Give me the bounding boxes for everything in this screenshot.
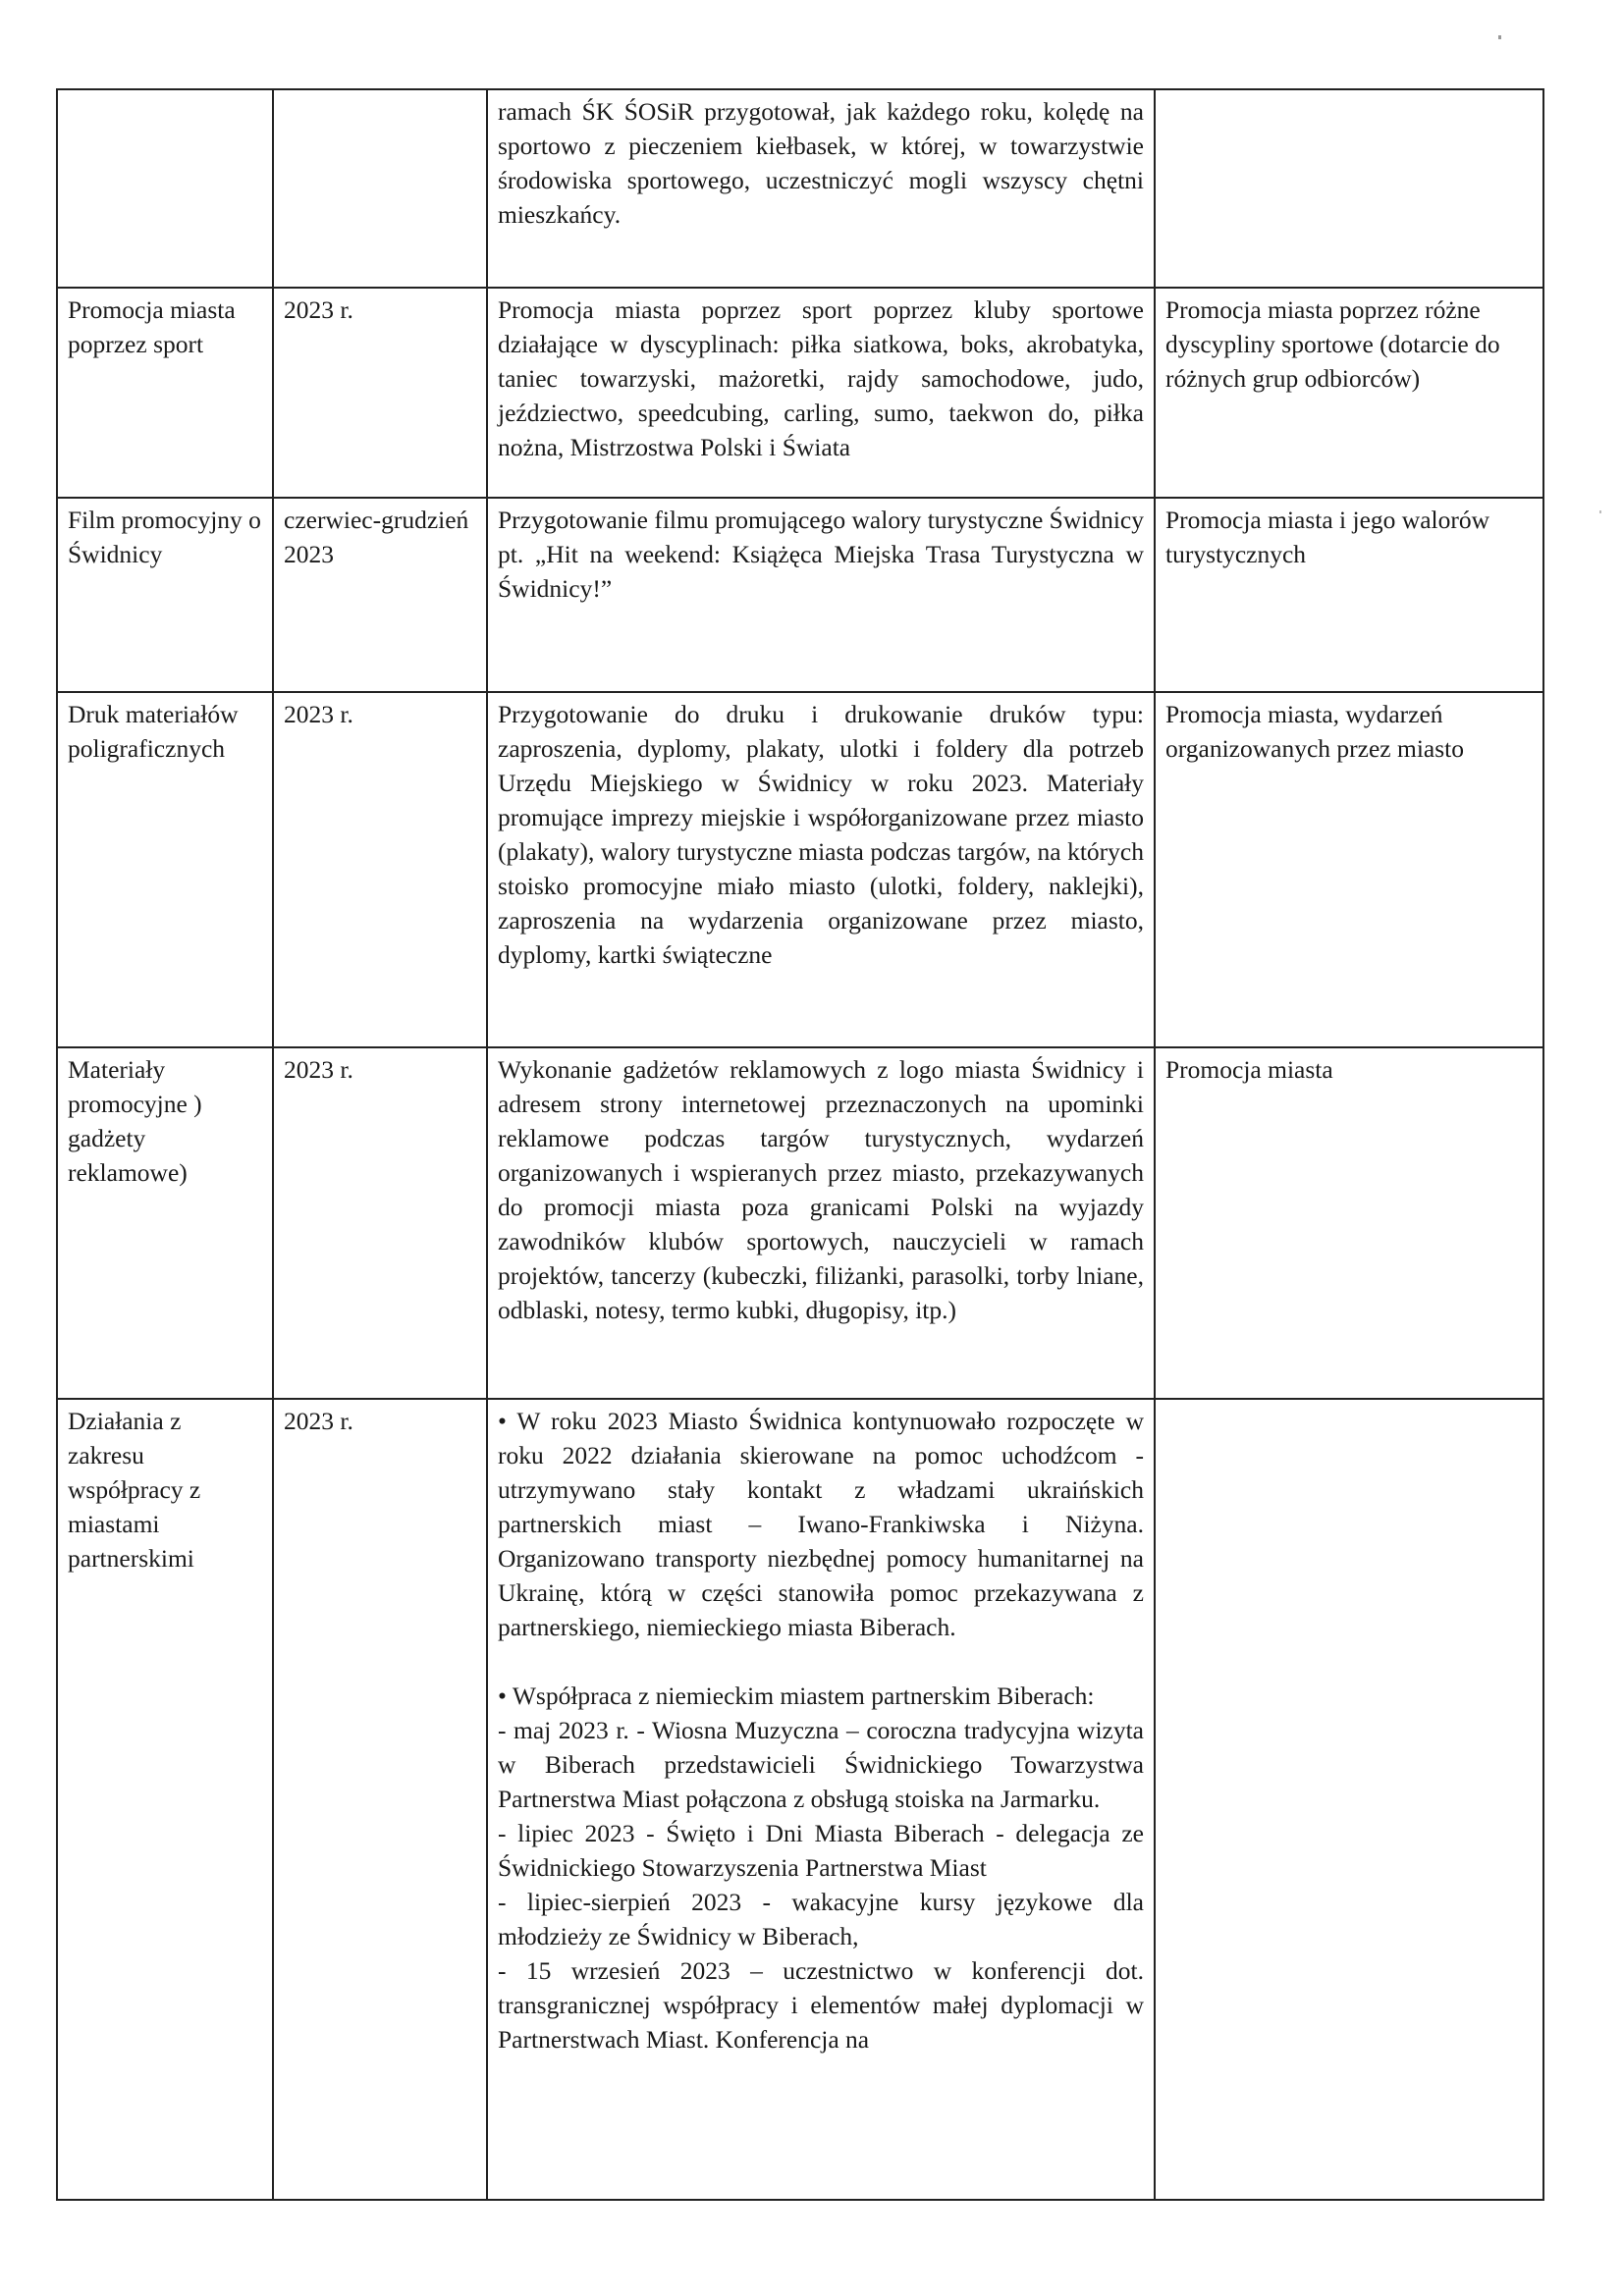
paragraph: - lipiec 2023 - Święto i Dni Miasta Biberach - delegacja ze Świdnickiego Stowarzyszenia Partnerstwa Miast bbox=[498, 1819, 1144, 1882]
date-cell: 2023 r. bbox=[273, 288, 487, 498]
goal-cell: Promocja miasta bbox=[1155, 1047, 1543, 1399]
description-cell: Przygotowanie do druku i drukowanie druków typu: zaproszenia, dyplomy, plakaty, ulotki i foldery dla potrzeb Urzędu Miejskiego w Świdnicy w roku 2023. Materiały promujące imprezy miejskie i współorganizowane przez miasto (plakaty), walory turystyczne miasta podczas targów, na których stoisko promocyjne miało miasto (ulotki, foldery, naklejki), zaproszenia na wydarzenia organizowane przez miasto, dyplomy, kartki świąteczne bbox=[487, 692, 1155, 1047]
topic-cell: Druk materiałów poligraficznych bbox=[57, 692, 273, 1047]
topic-cell bbox=[57, 89, 273, 288]
table-row bbox=[57, 692, 1543, 1047]
paragraph: - 15 wrzesień 2023 – uczestnictwo w konferencji dot. transgranicznej współpracy i elementów małej dyplomacji w Partnerstwach Miast. Konferencja na bbox=[498, 1956, 1144, 2054]
paragraph: - lipiec-sierpień 2023 - wakacyjne kursy językowe dla młodzieży ze Świdnicy w Biberach, bbox=[498, 1888, 1144, 1950]
goal-cell: Promocja miasta i jego walorów turystycznych bbox=[1155, 498, 1543, 692]
description-cell: ramach ŚK ŚOSiR przygotował, jak każdego roku, kolędę na sportowo z pieczeniem kiełbasek, w której, w towarzystwie środowiska sportowego, uczestniczyć mogli wszyscy chętni mieszkańcy. bbox=[487, 89, 1155, 288]
date-cell: czerwiec-grudzień 2023 bbox=[273, 498, 487, 692]
paragraph: - maj 2023 r. - Wiosna Muzyczna – coroczna tradycyjna wizyta w Biberach przedstawicieli Świdnickiego Towarzystwa Partnerstwa Miast połączona z obsługą stoiska na Jarmarku. bbox=[498, 1716, 1144, 1813]
description-cell: Promocja miasta poprzez sport poprzez kluby sportowe działające w dyscyplinach: piłka siatkowa, boks, akrobatyka, taniec towarzyski, mażoretki, rajdy samochodowe, judo, jeździectwo, speedcubing, carling, sumo, taekwon do, piłka nożna, Mistrzostwa Polski i Świata bbox=[487, 288, 1155, 498]
paragraph-gap bbox=[498, 1644, 1144, 1679]
goal-cell: Promocja miasta, wydarzeń organizowanych przez miasto bbox=[1155, 692, 1543, 1047]
date-cell: 2023 r. bbox=[273, 692, 487, 1047]
table-row bbox=[57, 89, 1543, 288]
date-cell: 2023 r. bbox=[273, 1047, 487, 1399]
description-cell: Przygotowanie filmu promującego walory turystyczne Świdnicy pt. „Hit na weekend: Książęca Miejska Trasa Turystyczna w Świdnicy!” bbox=[487, 498, 1155, 692]
topic-cell: Działania z zakresu współpracy z miastami partnerskimi bbox=[57, 1399, 273, 2200]
promotion-activities-table bbox=[56, 88, 1544, 2201]
table-row bbox=[57, 1047, 1543, 1399]
scan-speck bbox=[1599, 510, 1601, 513]
description-cell bbox=[487, 1399, 1155, 2200]
paragraph: • W roku 2023 Miasto Świdnica kontynuowało rozpoczęte w roku 2022 działania skierowane na pomoc uchodźcom - utrzymywano stały kontakt z władzami ukraińskich partnerskich miast – Iwano-Frankiwska i Niżyna. Organizowano transporty niezbędnej pomocy humanitarnej na Ukrainę, którą w części stanowiła pomoc przekazywana z partnerskiego, niemieckiego miasta Biberach. bbox=[498, 1407, 1144, 1641]
goal-cell: Promocja miasta poprzez różne dyscypliny sportowe (dotarcie do różnych grup odbiorców) bbox=[1155, 288, 1543, 498]
paragraph: • Współpraca z niemieckim miastem partnerskim Biberach: bbox=[498, 1682, 1095, 1710]
topic-cell: Promocja miasta poprzez sport bbox=[57, 288, 273, 498]
goal-cell bbox=[1155, 89, 1543, 288]
date-cell: 2023 r. bbox=[273, 1399, 487, 2200]
date-cell bbox=[273, 89, 487, 288]
topic-cell: Film promocyjny o Świdnicy bbox=[57, 498, 273, 692]
goal-cell bbox=[1155, 1399, 1543, 2200]
table-row bbox=[57, 1399, 1543, 2200]
description-cell: Wykonanie gadżetów reklamowych z logo miasta Świdnicy i adresem strony internetowej przeznaczonych na upominki reklamowe podczas targów turystycznych, wydarzeń organizowanych i wspieranych przez miasto, przekazywanych do promocji miasta poza granicami Polski na wyjazdy zawodników klubów sportowych, nauczycieli w ramach projektów, tancerzy (kubeczki, filiżanki, parasolki, torby lniane, odblaski, notesy, termo kubki, długopisy, itp.) bbox=[487, 1047, 1155, 1399]
table-row bbox=[57, 498, 1543, 692]
table-row bbox=[57, 288, 1543, 498]
scan-speck bbox=[1498, 35, 1501, 39]
topic-cell: Materiały promocyjne ) gadżety reklamowe) bbox=[57, 1047, 273, 1399]
